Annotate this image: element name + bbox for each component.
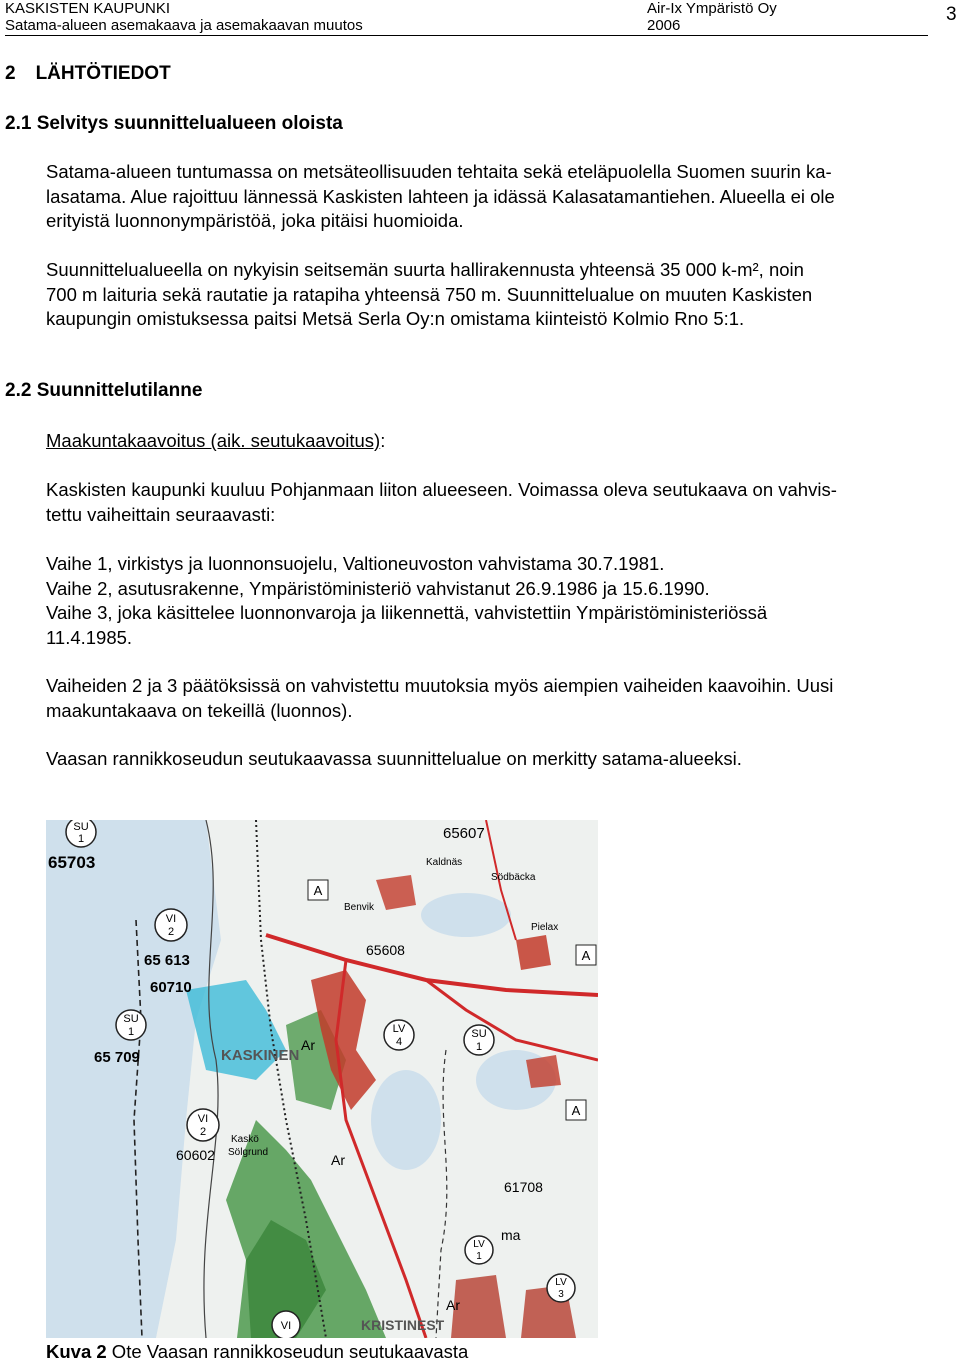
page-number: 3 bbox=[946, 4, 957, 25]
svg-text:1: 1 bbox=[127, 1026, 135, 1038]
map-label-code: 65607 bbox=[443, 825, 485, 842]
text-line: lasatama. Alue rajoittuu lännessä Kaskisten lahteen ja idässä Kalasatamantiehen. Alueella ei ole bbox=[46, 185, 835, 207]
paragraph-4 bbox=[46, 674, 960, 723]
map-symbol-lv bbox=[465, 1236, 493, 1264]
map-place-name: Pielax bbox=[531, 922, 559, 933]
text-line: Vaiheiden 2 ja 3 päätöksissä on vahvistettu muutoksia myös aiempien vaiheiden kaavoihin. Uusi bbox=[46, 675, 834, 696]
svg-text:VI: VI bbox=[197, 1113, 209, 1125]
map-place-name: ma bbox=[501, 1227, 521, 1243]
header-org: KASKISTEN KAUPUNKI bbox=[5, 0, 171, 17]
text-line: Satama-alueen tuntumassa on metsäteollisuuden tehtaita sekä eteläpuolella Suomen suurin ka- bbox=[46, 161, 832, 182]
phase-item: Vaihe 3, joka käsittelee luonnonvaroja ja liikennettä, vahvistettiin Ympäristöministeriössä bbox=[46, 602, 768, 623]
svg-text:A: A bbox=[581, 948, 591, 963]
map-red-area bbox=[526, 1055, 561, 1088]
svg-text:4: 4 bbox=[395, 1036, 403, 1048]
map-symbol-a bbox=[566, 1100, 586, 1120]
map-label-code: 61708 bbox=[504, 1179, 543, 1195]
map-red-area bbox=[516, 935, 551, 970]
caption-label: Kuva 2 bbox=[46, 1341, 107, 1362]
text-line: maakuntakaava on tekeillä (luonnos). bbox=[46, 699, 353, 721]
map-label-ar: Ar bbox=[301, 1037, 315, 1053]
header-rule bbox=[5, 35, 928, 36]
map-place-name: Benvik bbox=[344, 902, 375, 913]
section-title: LÄHTÖTIEDOT bbox=[35, 63, 171, 84]
paragraph-1 bbox=[46, 160, 960, 234]
svg-text:1: 1 bbox=[476, 1251, 482, 1262]
svg-text:LV: LV bbox=[392, 1023, 406, 1035]
map-symbol-su bbox=[464, 1025, 494, 1055]
paragraph-5: Vaasan rannikkoseudun seutukaavassa suunnittelualue on merkitty satama-alueeksi. bbox=[46, 748, 742, 769]
phase-item: 11.4.1985. bbox=[46, 626, 133, 648]
header-year: 2006 bbox=[647, 17, 681, 34]
paragraph-3 bbox=[46, 478, 960, 527]
figure-caption bbox=[46, 1341, 468, 1363]
subsection-heading-2-2: 2.2 Suunnittelutilanne bbox=[5, 380, 203, 401]
map-label-code: 65703 bbox=[48, 853, 96, 872]
subsection-heading-2-1: 2.1 Selvitys suunnittelualueen oloista bbox=[5, 113, 343, 134]
text-line: 700 m laituria sekä rautatie ja ratapiha yhteensä 750 m. Suunnittelualue on muuten Kaskisten bbox=[46, 283, 813, 305]
map-symbol-vi bbox=[272, 1311, 300, 1338]
subheading-colon: : bbox=[380, 430, 386, 451]
map-symbol-a bbox=[576, 945, 596, 965]
map-symbol-su bbox=[116, 1010, 146, 1040]
text-line: tettu vaiheittain seuraavasti: bbox=[46, 503, 276, 525]
map-label-code: 65 709 bbox=[94, 1049, 140, 1066]
map-symbol-a bbox=[308, 880, 328, 900]
map-symbol-su bbox=[66, 820, 96, 847]
map-label-ar: Ar bbox=[446, 1297, 460, 1313]
map-symbol-vi bbox=[155, 909, 187, 941]
svg-text:2: 2 bbox=[199, 1126, 207, 1138]
map-place-name: KRISTINEST bbox=[361, 1317, 445, 1333]
svg-text:1: 1 bbox=[475, 1041, 483, 1053]
svg-text:VI: VI bbox=[280, 1320, 292, 1332]
map-label-ar: Ar bbox=[331, 1152, 345, 1168]
subheading-text: Maakuntakaavoitus (aik. seutukaavoitus) bbox=[46, 430, 381, 451]
section-heading bbox=[5, 63, 171, 85]
map-symbol-lv bbox=[384, 1020, 414, 1050]
map-lake bbox=[421, 893, 511, 937]
map-label-code: 65 613 bbox=[144, 952, 190, 969]
svg-text:SU: SU bbox=[471, 1028, 487, 1040]
map-symbol-vi bbox=[187, 1109, 219, 1141]
map-place-name: Kaskö bbox=[231, 1134, 259, 1145]
map-place-name: Sölgrund bbox=[228, 1147, 269, 1158]
svg-text:1: 1 bbox=[77, 833, 85, 845]
text-line: Suunnittelualueella on nykyisin seitsemän suurta hallirakennusta yhteensä 35 000 k-m², noin bbox=[46, 259, 804, 280]
svg-text:A: A bbox=[571, 1103, 581, 1118]
svg-text:VI: VI bbox=[165, 913, 177, 925]
phase-item: Vaihe 2, asutusrakenne, Ympäristöministeriö vahvistanut 26.9.1986 ja 15.6.1990. bbox=[46, 577, 710, 599]
map-place-name: Södbäcka bbox=[491, 872, 536, 883]
svg-text:SU: SU bbox=[123, 1013, 139, 1025]
caption-text: Ote Vaasan rannikkoseudun seutukaavasta bbox=[106, 1341, 469, 1362]
paragraph-2 bbox=[46, 258, 960, 332]
map-place-name: Kaldnäs bbox=[426, 857, 463, 868]
header-doc-title: Satama-alueen asemakaava ja asemakaavan muutos bbox=[5, 17, 363, 34]
map-symbol-lv bbox=[547, 1274, 575, 1302]
svg-text:LV: LV bbox=[473, 1239, 485, 1250]
map-place-name: KASKINEN bbox=[221, 1047, 300, 1064]
svg-text:LV: LV bbox=[555, 1277, 567, 1288]
section-number: 2 bbox=[5, 63, 16, 84]
svg-text:SU: SU bbox=[73, 821, 89, 833]
regional-plan-map bbox=[46, 820, 598, 1338]
phase-item: Vaihe 1, virkistys ja luonnonsuojelu, Valtioneuvoston vahvistama 30.7.1981. bbox=[46, 553, 665, 574]
map-label-code: 60602 bbox=[176, 1147, 215, 1163]
text-line: Kaskisten kaupunki kuuluu Pohjanmaan liiton alueeseen. Voimassa oleva seutukaava on vahvis- bbox=[46, 479, 837, 500]
map-label-code: 65608 bbox=[366, 942, 405, 958]
subheading-maakuntakaavoitus bbox=[46, 429, 960, 454]
svg-text:A: A bbox=[313, 883, 323, 898]
text-line: kaupungin omistuksessa paitsi Metsä Serla Oy:n omistama kiinteistö Kolmio Rno 5:1. bbox=[46, 308, 745, 329]
svg-text:2: 2 bbox=[167, 926, 175, 938]
map-lake bbox=[371, 1070, 441, 1170]
svg-text:3: 3 bbox=[558, 1289, 564, 1300]
text-line: erityistä luonnonympäristöä, joka pitäisi huomioida. bbox=[46, 210, 464, 231]
phases-list bbox=[46, 552, 960, 650]
header-company: Air-Ix Ympäristö Oy bbox=[647, 0, 777, 17]
map-label-code: 60710 bbox=[150, 979, 192, 996]
